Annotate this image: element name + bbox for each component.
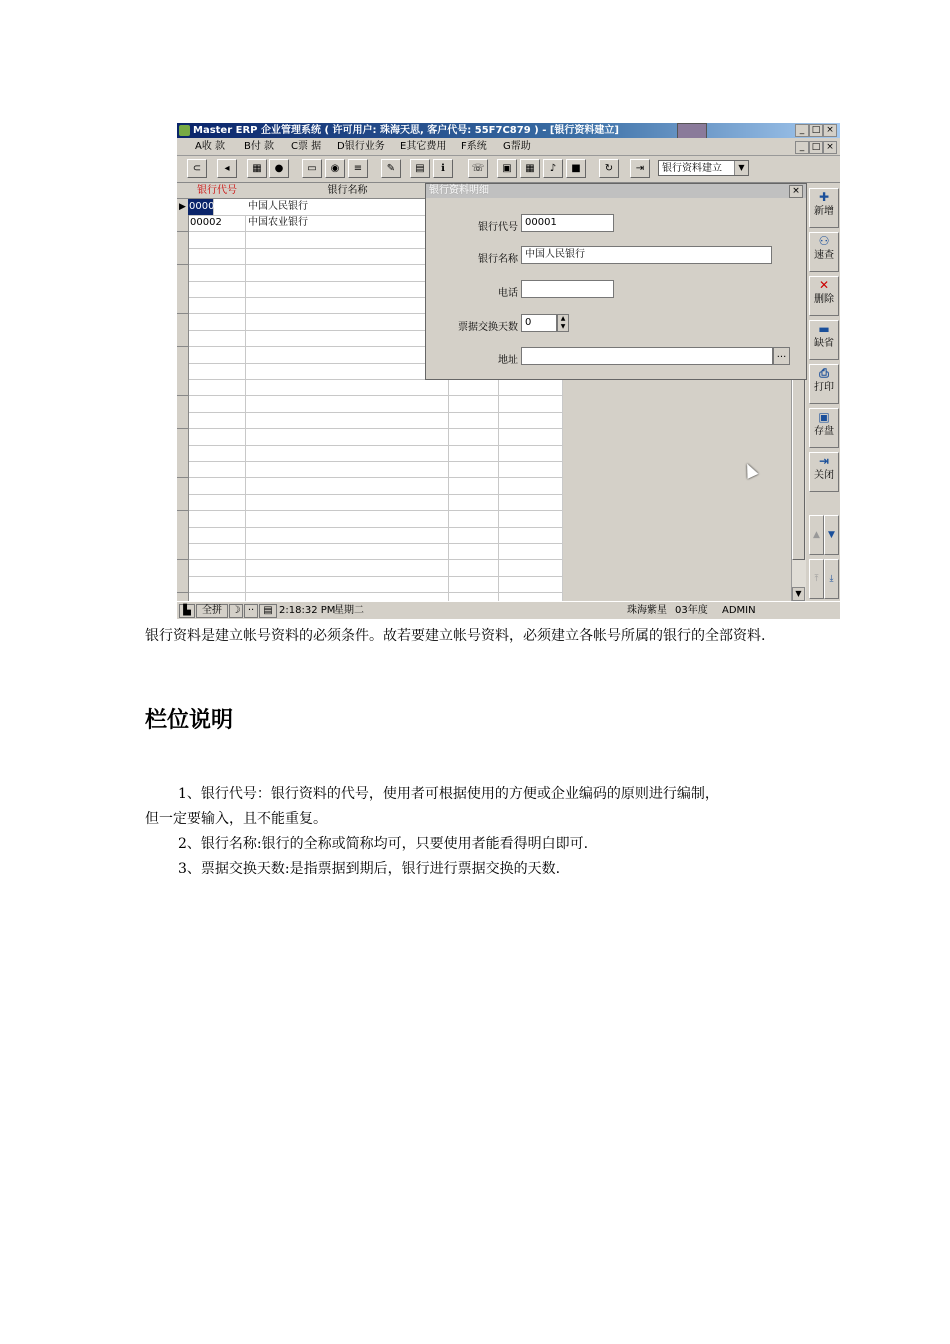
menu-other-fees[interactable]: E其它费用	[400, 141, 447, 152]
cell-empty[interactable]	[188, 478, 246, 494]
menu-bar	[177, 138, 840, 156]
dialog-close-button[interactable]: ×	[789, 185, 803, 198]
cell-empty[interactable]	[499, 543, 563, 559]
window-titlebar	[177, 123, 840, 138]
status-weekday: 星期二	[334, 605, 364, 616]
bank-code-field[interactable]: 00001	[521, 214, 614, 232]
cell-empty[interactable]	[499, 576, 563, 592]
cell-empty[interactable]	[246, 445, 449, 461]
cell-empty[interactable]	[499, 478, 563, 494]
cell-empty[interactable]	[188, 347, 246, 363]
default-button[interactable]	[809, 320, 839, 360]
print-button[interactable]	[809, 364, 839, 404]
bank-code-label: 银行代号	[478, 222, 518, 233]
bank-name-field[interactable]: 中国人民银行	[521, 246, 772, 264]
info-icon[interactable]: ℹ	[433, 159, 453, 178]
cell-empty[interactable]	[449, 527, 499, 543]
cell-empty[interactable]	[246, 560, 449, 576]
table-row[interactable]	[177, 511, 563, 528]
cell-bank-name[interactable]: 中国农业银行	[246, 215, 449, 231]
cell-empty[interactable]	[449, 560, 499, 576]
cell-empty[interactable]	[449, 429, 499, 445]
pin-icon[interactable]: ✎	[381, 159, 401, 178]
address-field[interactable]	[521, 347, 773, 365]
new-label: 新增	[814, 206, 834, 217]
cell-empty[interactable]	[188, 429, 246, 445]
maximize-button[interactable]: □	[809, 124, 823, 137]
minimize-button[interactable]: _	[795, 124, 809, 137]
cell-empty[interactable]	[188, 461, 246, 477]
cell-empty[interactable]	[246, 412, 449, 428]
address-browse-button[interactable]: ...	[773, 347, 790, 365]
cell-empty[interactable]	[499, 429, 563, 445]
cell-empty[interactable]	[188, 511, 246, 527]
side-toolbar	[807, 183, 840, 601]
table-row[interactable]	[177, 478, 563, 495]
cell-empty[interactable]	[246, 478, 449, 494]
ime-icon[interactable]: ▙	[179, 604, 195, 618]
cell-empty[interactable]	[449, 461, 499, 477]
chevron-down-icon[interactable]: ▼	[734, 161, 748, 175]
exit-icon[interactable]: ◂	[217, 159, 237, 178]
cell-empty[interactable]	[188, 232, 246, 248]
close-window-button[interactable]	[809, 452, 839, 492]
green-box-icon[interactable]: ■	[566, 159, 586, 178]
cell-empty[interactable]	[246, 248, 449, 264]
cell-empty[interactable]	[449, 478, 499, 494]
status-time: 2:18:32 PM	[279, 605, 336, 616]
delete-icon: ✕	[818, 278, 830, 292]
quick-search-button[interactable]	[809, 232, 839, 272]
disk-icon: ▣	[818, 410, 830, 424]
child-close-button[interactable]: ×	[823, 141, 837, 154]
attach-icon[interactable]: ⊂	[187, 159, 207, 178]
cell-empty[interactable]	[188, 297, 246, 313]
table-row[interactable]	[177, 396, 563, 413]
print-label: 打印	[814, 382, 834, 393]
status-bar	[177, 601, 840, 619]
cell-empty[interactable]	[188, 330, 246, 346]
cell-empty[interactable]	[499, 560, 563, 576]
chart-icon[interactable]: ▦	[247, 159, 267, 178]
cell-empty[interactable]	[449, 511, 499, 527]
status-year: 03年度	[675, 605, 708, 616]
menu-receive[interactable]: A收 款	[195, 141, 226, 152]
eye-icon[interactable]: ◉	[325, 159, 345, 178]
keyboard-icon[interactable]: ▤	[259, 604, 277, 618]
cell-empty[interactable]	[246, 527, 449, 543]
refresh-icon[interactable]: ↻	[599, 159, 619, 178]
globe-icon[interactable]: ●	[269, 159, 289, 178]
monitor-icon[interactable]: ▭	[302, 159, 322, 178]
cell-empty[interactable]	[246, 576, 449, 592]
row-indicator[interactable]: ▶	[177, 199, 189, 216]
window-icon[interactable]: ▣	[497, 159, 517, 178]
cell-empty[interactable]	[246, 363, 449, 379]
phone-field[interactable]	[521, 280, 614, 298]
table-row[interactable]	[177, 412, 563, 429]
item-1-continued: 但一定要输入，且不能重复。	[145, 811, 327, 827]
table-row[interactable]	[177, 560, 563, 577]
close-label: 关闭	[814, 470, 834, 481]
close-button[interactable]: ×	[823, 124, 837, 137]
save-button[interactable]	[809, 408, 839, 448]
app-icon	[179, 125, 190, 136]
exchange-days-field[interactable]: 0	[521, 314, 557, 332]
menu-pay[interactable]: B付 款	[244, 141, 275, 152]
address-label: 地址	[498, 355, 518, 366]
table-row[interactable]	[177, 543, 563, 560]
cell-empty[interactable]	[499, 379, 563, 395]
dialog-title-text: 银行资料明细	[429, 185, 489, 196]
cell-empty[interactable]	[246, 330, 449, 346]
moon-icon[interactable]: ☽	[229, 604, 243, 618]
child-minimize-button[interactable]: _	[795, 141, 809, 154]
cell-empty[interactable]	[246, 297, 449, 313]
table-row[interactable]	[177, 379, 563, 396]
save-label: 存盘	[814, 426, 834, 437]
table-row[interactable]	[177, 461, 563, 478]
ime-mode[interactable]: 全拼	[196, 604, 228, 618]
cell-bank-code[interactable]: 00001	[188, 199, 214, 215]
nav-prev-icon[interactable]: ▲	[809, 515, 824, 555]
cell-empty[interactable]	[188, 248, 246, 264]
document-icon[interactable]: ≡	[348, 159, 368, 178]
intro-paragraph: 银行资料是建立帐号资料的必须条件。故若要建立帐号资料，必须建立各帐号所属的银行的全部资料.	[145, 628, 766, 644]
table-row[interactable]	[177, 494, 563, 511]
cell-bank-name[interactable]: 中国人民银行	[246, 199, 449, 215]
door-icon[interactable]: ⇥	[630, 159, 650, 178]
default-label: 缺省	[814, 338, 834, 349]
exchange-days-label: 票据交换天数	[458, 322, 518, 333]
cell-empty[interactable]	[499, 445, 563, 461]
table-row[interactable]	[177, 429, 563, 446]
cell-empty[interactable]	[246, 511, 449, 527]
cell-empty[interactable]	[246, 379, 449, 395]
module-select[interactable]	[658, 160, 749, 176]
menu-bank[interactable]: D银行业务	[337, 141, 385, 152]
module-select-value: 银行资料建立	[662, 163, 722, 174]
nav-next-icon[interactable]: ▼	[824, 515, 839, 555]
cell-empty[interactable]	[246, 232, 449, 248]
cell-empty[interactable]	[188, 265, 246, 281]
cell-empty[interactable]	[246, 281, 449, 297]
cell-empty[interactable]	[188, 363, 246, 379]
door-exit-icon: ⇥	[818, 454, 830, 468]
cell-empty[interactable]	[188, 396, 246, 412]
cell-empty[interactable]	[499, 412, 563, 428]
status-company: 珠海紫星	[627, 605, 667, 616]
item-3: 3、票据交换天数:是指票据到期后，银行进行票据交换的天数.	[178, 861, 561, 877]
cell-empty[interactable]	[449, 543, 499, 559]
cell-empty[interactable]	[188, 527, 246, 543]
binoculars-icon: ⚇	[818, 234, 830, 248]
column-header-name[interactable]: 银行名称	[246, 183, 450, 199]
cell-bank-code[interactable]: 00002	[188, 215, 246, 231]
cell-empty[interactable]	[246, 265, 449, 281]
cell-empty[interactable]	[188, 576, 246, 592]
cell-empty[interactable]	[188, 281, 246, 297]
child-maximize-button[interactable]: □	[809, 141, 823, 154]
cell-empty[interactable]	[246, 461, 449, 477]
spinner-icon[interactable]: ▲ ▼	[557, 314, 569, 332]
cell-empty[interactable]	[449, 445, 499, 461]
dialog-title	[426, 184, 806, 198]
table-row[interactable]	[177, 527, 563, 544]
cell-empty[interactable]	[188, 445, 246, 461]
item-1: 1、银行代号：银行资料的代号，使用者可根据使用的方便或企业编码的原则进行编制，	[178, 786, 719, 802]
new-button[interactable]	[809, 188, 839, 228]
phone-icon[interactable]: ☏	[468, 159, 488, 178]
cell-empty[interactable]	[246, 314, 449, 330]
section-heading: 栏位说明	[145, 708, 234, 733]
menu-bills[interactable]: C票 据	[291, 141, 322, 152]
cell-empty[interactable]	[246, 396, 449, 412]
nav-last-icon[interactable]: ⤓	[824, 559, 839, 599]
plus-icon: ✚	[818, 190, 830, 204]
status-user: ADMIN	[722, 605, 756, 616]
cell-empty[interactable]	[188, 379, 246, 395]
menu-help[interactable]: G帮助	[503, 141, 531, 152]
cell-empty[interactable]	[499, 494, 563, 510]
toolbar	[177, 156, 840, 183]
cell-empty[interactable]	[246, 429, 449, 445]
cell-empty[interactable]	[246, 494, 449, 510]
cell-empty[interactable]	[188, 314, 246, 330]
nav-first-icon[interactable]: ⤒	[809, 559, 824, 599]
erp-screenshot	[177, 123, 840, 619]
column-header-code[interactable]: 银行代号	[188, 183, 247, 199]
cell-empty[interactable]	[188, 543, 246, 559]
cell-empty[interactable]	[246, 543, 449, 559]
item-2: 2、银行名称:银行的全称或简称均可，只要使用者能看得明白即可.	[178, 836, 589, 852]
cell-empty[interactable]	[188, 494, 246, 510]
cell-empty[interactable]	[499, 527, 563, 543]
cell-empty[interactable]	[499, 511, 563, 527]
quick-search-label: 速查	[814, 250, 834, 261]
delete-button[interactable]	[809, 276, 839, 316]
cell-empty[interactable]	[188, 560, 246, 576]
cell-empty[interactable]	[449, 494, 499, 510]
calendar-icon[interactable]: ▦	[520, 159, 540, 178]
window-title: Master ERP 企业管理系统 ( 许可用户: 珠海天思, 客户代号: 55F7C879 ) - [银行资料建立]	[193, 125, 619, 136]
cell-empty[interactable]	[449, 576, 499, 592]
cell-empty[interactable]	[449, 396, 499, 412]
book-icon[interactable]: ▤	[410, 159, 430, 178]
menu-system[interactable]: F系统	[461, 141, 487, 152]
bank-name-label: 银行名称	[478, 254, 518, 265]
printer-icon: ⎙	[819, 366, 829, 380]
delete-label: 删除	[814, 294, 834, 305]
cell-empty[interactable]	[188, 412, 246, 428]
bank-detail-dialog	[425, 183, 807, 380]
cell-empty[interactable]	[449, 379, 499, 395]
punct-icon[interactable]: ··	[244, 604, 258, 618]
cell-empty[interactable]	[246, 347, 449, 363]
bell-icon[interactable]: ♪	[543, 159, 563, 178]
scroll-down-icon[interactable]: ▼	[792, 587, 805, 601]
cell-empty[interactable]	[499, 461, 563, 477]
phone-label: 电话	[498, 288, 518, 299]
table-row[interactable]	[177, 576, 563, 593]
table-row[interactable]	[177, 445, 563, 462]
default-icon: ▬	[818, 322, 830, 336]
cell-empty[interactable]	[499, 396, 563, 412]
cell-empty[interactable]	[449, 412, 499, 428]
